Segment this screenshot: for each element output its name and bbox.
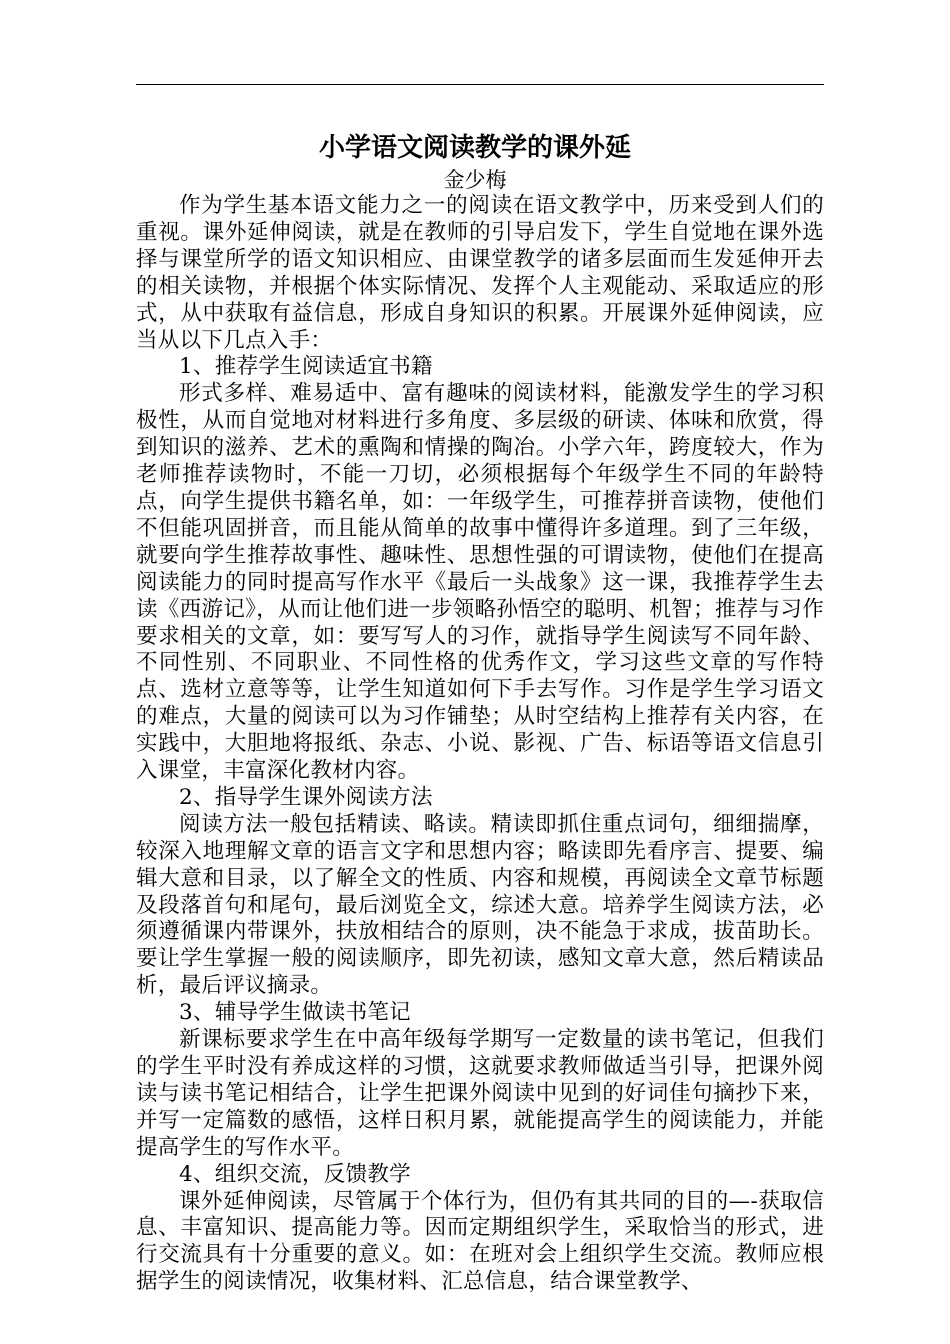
section-paragraph-3: 新课标要求学生在中高年级每学期写一定数量的读书笔记，但我们的学生平时没有养成这样的习惯，这就要求教师做适当引导，把课外阅读与读书笔记相结合，让学生把课外阅读中见到的好词佳句摘抄下来，并写一定篇数的感悟，这样日积月累，就能提高学生的阅读能力，并能提高学生的写作水平。 (136, 1027, 824, 1160)
document-title: 小学语文阅读教学的课外延 (318, 133, 631, 163)
section-heading-4: 4、组织交流，反馈教学 (179, 1161, 411, 1187)
author-name: 金少梅 (443, 168, 507, 192)
section-paragraph-1: 形式多样、难易适中、富有趣味的阅读材料，能激发学生的学习积极性，从而自觉地对材料进行多角度、多层级的研读、体味和欣赏，得到知识的滋养、艺术的熏陶和情操的陶冶。小学六年，跨度较大，作为老师推荐读物时，不能一刀切，必须根据每个年级学生不同的年龄特点，向学生提供书籍名单，如：一年级学生，可推荐拼音读物，使他们不但能巩固拼音，而且能从简单的故事中懂得许多道理。到了三年级，就要向学生推荐故事性、趣味性、思想性强的可谓读物，使他们在提高阅读能力的同时提高写作水平《最后一头战象》这一课，我推荐学生去读《西游记》，从而让他们进一步领略孙悟空的聪明、机智；推荐与习作要求相关的文章，如：要写写人的习作，就指导学生阅读写不同年龄、不同性别、不同职业、不同性格的优秀作文，学习这些文章的写作特点、选材立意等等，让学生知道如何下手去写作。习作是学生学习语文的难点，大量的阅读可以为习作铺垫；从时空结构上推荐有关内容，在实践中，大胆地将报纸、杂志、小说、影视、广告、标语等语文信息引入课堂，丰富深化教材内容。 (136, 381, 824, 784)
intro-paragraph: 作为学生基本语文能力之一的阅读在语文教学中，历来受到人们的重视。课外延伸阅读，就是在教师的引导启发下，学生自觉地在课外选择与课堂所学的语文知识相应、由课堂教学的诸多层面而生发延伸开去的相关读物，并根据个体实际情况、发挥个人主观能动、采取适应的形式，从中获取有益信息，形成自身知识的积累。开展课外延伸阅读，应当从以下几点入手： (136, 193, 824, 353)
section-heading-2: 2、指导学生课外阅读方法 (179, 784, 433, 810)
document-body (136, 193, 824, 1296)
section-heading-1: 1、推荐学生阅读适宜书籍 (179, 354, 433, 380)
header-rule (136, 84, 824, 85)
section-paragraph-4: 课外延伸阅读，尽管属于个体行为，但仍有其共同的目的—-获取信息、丰富知识、提高能力等。因而定期组织学生，采取恰当的形式，进行交流具有十分重要的意义。如：在班对会上组织学生交流。教师应根据学生的阅读情况，收集材料、汇总信息，结合课堂教学、 (136, 1188, 824, 1295)
section-heading-3: 3、辅导学生做读书笔记 (179, 1000, 411, 1026)
section-paragraph-2: 阅读方法一般包括精读、略读。精读即抓住重点词句，细细揣摩，较深入地理解文章的语言文字和思想内容；略读即先看序言、提要、编辑大意和目录，以了解全文的性质、内容和规模，再阅读全文章节标题及段落首句和尾句，最后浏览全文，综述大意。培养学生阅读方法，必须遵循课内带课外，扶放相结合的原则，决不能急于求成，拔苗助长。要让学生掌握一般的阅读顺序，即先初读，感知文章大意，然后精读品析，最后评议摘录。 (136, 811, 824, 999)
